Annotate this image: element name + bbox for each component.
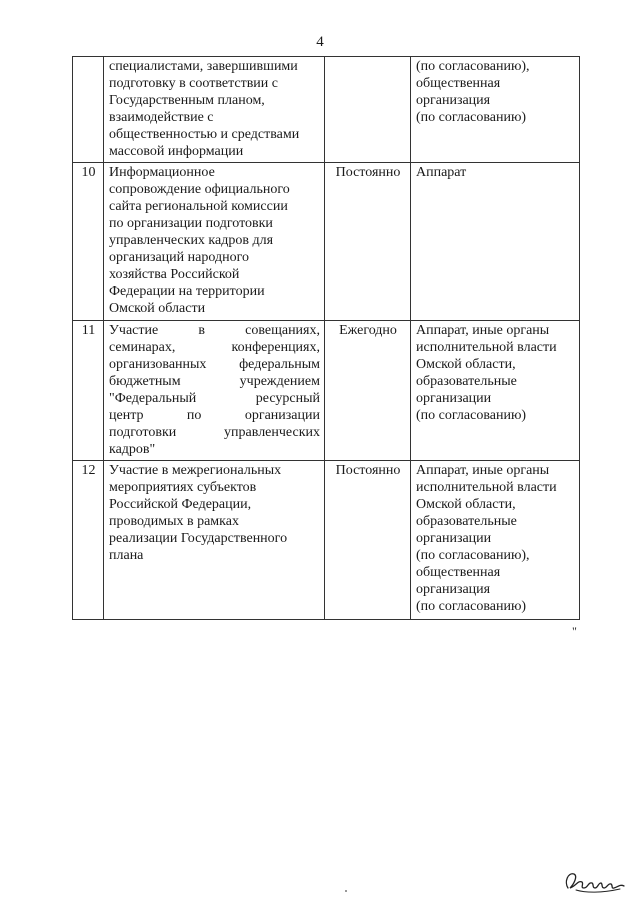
handwritten-signature-icon xyxy=(562,866,628,896)
executor-line: общественная xyxy=(416,565,501,580)
plan-table xyxy=(72,56,580,620)
term-cell: Ежегодно xyxy=(325,321,411,461)
action-line: Российской Федерации, xyxy=(109,497,252,512)
action-line: взаимодействие с xyxy=(109,110,214,125)
action-cell xyxy=(104,163,325,321)
action-line: плана xyxy=(109,548,144,563)
page-number: 4 xyxy=(316,34,324,50)
action-line: Участие в совещаниях, xyxy=(109,323,320,338)
executor-line: (по согласованию), xyxy=(416,548,530,563)
action-line: Информационное xyxy=(109,165,215,180)
executor-cell xyxy=(411,461,580,620)
row-number: 12 xyxy=(73,461,104,620)
executor-line: организация xyxy=(416,93,491,108)
executor-line: образовательные xyxy=(416,374,517,389)
executor-line: Аппарат xyxy=(416,165,467,180)
executor-line: организации xyxy=(416,391,492,406)
action-line: реализации Государственного xyxy=(109,531,288,546)
executor-line: организации xyxy=(416,531,492,546)
action-line: центр по организации xyxy=(109,408,320,423)
executor-line: Омской области, xyxy=(416,357,516,372)
term-cell xyxy=(325,57,411,163)
action-cell xyxy=(104,461,325,620)
action-line: мероприятиях субъектов xyxy=(109,480,257,495)
action-line: общественностью и средствами xyxy=(109,127,300,142)
action-line: по организации подготовки xyxy=(109,216,273,231)
action-line: семинарах, конференциях, xyxy=(109,340,320,355)
executor-line: (по согласованию) xyxy=(416,599,527,614)
executor-line: (по согласованию), xyxy=(416,59,530,74)
action-line: "Федеральный ресурсный xyxy=(109,391,320,406)
action-line: кадров" xyxy=(109,442,156,457)
executor-line: исполнительной власти xyxy=(416,340,557,355)
term-cell: Постоянно xyxy=(325,163,411,321)
executor-cell xyxy=(411,163,580,321)
action-cell xyxy=(104,321,325,461)
action-line: организаций народного xyxy=(109,250,249,265)
row-number: 11 xyxy=(73,321,104,461)
action-line: организованных федеральным xyxy=(109,357,320,372)
action-line: подготовки управленческих xyxy=(109,425,320,440)
action-line: проводимых в рамках xyxy=(109,514,239,529)
table-row xyxy=(73,163,580,321)
executor-line: организация xyxy=(416,582,491,597)
action-line: специалистами, завершившими xyxy=(109,59,298,74)
executor-line: Аппарат, иные органы xyxy=(416,463,550,478)
action-line: сайта региональной комиссии xyxy=(109,199,288,214)
action-cell xyxy=(104,57,325,163)
action-line: сопровождение официального xyxy=(109,182,290,197)
closing-quote-mark: " xyxy=(572,624,577,638)
scan-speck xyxy=(345,890,347,892)
plan-table-body xyxy=(73,57,580,620)
action-line: подготовку в соответствии с xyxy=(109,76,278,91)
table-row xyxy=(73,461,580,620)
executor-line: общественная xyxy=(416,76,501,91)
action-line: Федерации на территории xyxy=(109,284,265,299)
action-line: Участие в межрегиональных xyxy=(109,463,282,478)
executor-cell xyxy=(411,321,580,461)
action-line: хозяйства Российской xyxy=(109,267,240,282)
action-line: Омской области xyxy=(109,301,206,316)
table-row xyxy=(73,57,580,163)
action-line: бюджетным учреждением xyxy=(109,374,320,389)
action-line: управленческих кадров для xyxy=(109,233,274,248)
executor-line: Аппарат, иные органы xyxy=(416,323,550,338)
executor-line: Омской области, xyxy=(416,497,516,512)
executor-line: (по согласованию) xyxy=(416,110,527,125)
executor-line: (по согласованию) xyxy=(416,408,527,423)
action-line: Государственным планом, xyxy=(109,93,265,108)
row-number xyxy=(73,57,104,163)
executor-line: образовательные xyxy=(416,514,517,529)
term-cell: Постоянно xyxy=(325,461,411,620)
row-number: 10 xyxy=(73,163,104,321)
executor-cell xyxy=(411,57,580,163)
executor-line: исполнительной власти xyxy=(416,480,557,495)
action-line: массовой информации xyxy=(109,144,244,159)
table-row xyxy=(73,321,580,461)
